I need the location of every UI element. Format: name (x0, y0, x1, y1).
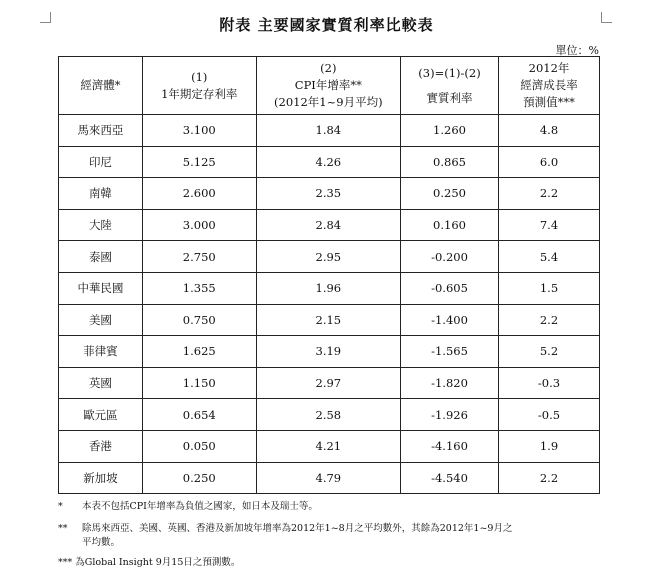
real-rate-cell: 1.260 (400, 115, 498, 147)
growth-cell: 4.8 (499, 115, 600, 147)
real-rate-cell: 0.160 (400, 209, 498, 241)
cpi-cell: 2.95 (256, 241, 400, 273)
deposit-cell: 1.355 (142, 272, 256, 304)
table-row (59, 399, 600, 431)
footnote-2-mark: ** (58, 523, 68, 534)
deposit-cell: 1.625 (142, 336, 256, 368)
header-real-rate (400, 57, 498, 115)
country-cell: 南韓 (59, 178, 143, 210)
real-rate-cell: -1.400 (400, 304, 498, 336)
deposit-cell: 2.750 (142, 241, 256, 273)
country-cell: 中華民國 (59, 272, 143, 304)
growth-cell: 5.2 (499, 336, 600, 368)
header-growth-line2: 經濟成長率 (520, 78, 578, 92)
header-growth (499, 57, 600, 115)
table-row (59, 241, 600, 273)
cpi-cell: 2.15 (256, 304, 400, 336)
cpi-cell: 4.21 (256, 430, 400, 462)
cpi-cell: 4.26 (256, 146, 400, 178)
deposit-cell: 2.600 (142, 178, 256, 210)
footnote-2 (58, 522, 512, 550)
cpi-cell: 3.19 (256, 336, 400, 368)
country-cell: 歐元區 (59, 399, 143, 431)
deposit-cell: 5.125 (142, 146, 256, 178)
growth-cell: 2.2 (499, 304, 600, 336)
country-cell: 大陸 (59, 209, 143, 241)
deposit-cell: 0.250 (142, 462, 256, 494)
footnote-3-text: *** 為Global Insight 9月15日之預測數。 (58, 557, 241, 568)
real-rate-cell: -1.926 (400, 399, 498, 431)
deposit-cell: 3.000 (142, 209, 256, 241)
cpi-cell: 4.79 (256, 462, 400, 494)
cpi-cell: 1.84 (256, 115, 400, 147)
country-cell: 英國 (59, 367, 143, 399)
header-country: 經濟體* (59, 57, 143, 115)
country-cell: 馬來西亞 (59, 115, 143, 147)
header-deposit-number: (1) (191, 69, 208, 84)
country-cell: 印尼 (59, 146, 143, 178)
real-rate-cell: -4.540 (400, 462, 498, 494)
unit-label: 單位：% (555, 44, 599, 57)
table-row (59, 430, 600, 462)
footnote-1-text: 本表不包括CPI年增率為負值之國家，如日本及瑞士等。 (82, 501, 318, 512)
growth-cell: 5.4 (499, 241, 600, 273)
real-rate-cell: 0.865 (400, 146, 498, 178)
footnote-3 (58, 556, 512, 570)
real-rate-cell: -0.200 (400, 241, 498, 273)
growth-cell: 2.2 (499, 462, 600, 494)
cpi-cell: 2.35 (256, 178, 400, 210)
real-rate-cell: 0.250 (400, 178, 498, 210)
deposit-cell: 3.100 (142, 115, 256, 147)
header-growth-line3: 預測值*** (523, 95, 575, 109)
header-deposit-label: 1年期定存利率 (161, 86, 238, 101)
cpi-cell: 1.96 (256, 272, 400, 304)
table-row (59, 336, 600, 368)
growth-cell: 2.2 (499, 178, 600, 210)
growth-cell: -0.5 (499, 399, 600, 431)
real-interest-rate-table (58, 56, 600, 494)
header-real-number: (3)=(1)-(2) (418, 65, 481, 80)
header-real-label: 實質利率 (426, 90, 473, 105)
table-header (59, 57, 600, 115)
real-rate-cell: -1.820 (400, 367, 498, 399)
header-growth-line1: 2012年 (528, 61, 570, 75)
table-body (59, 115, 600, 494)
cpi-cell: 2.97 (256, 367, 400, 399)
page-title: 附表 主要國家實質利率比較表 (219, 16, 434, 34)
header-cpi-label: CPI年增率** (294, 78, 362, 92)
real-rate-cell: -1.565 (400, 336, 498, 368)
header-row (59, 57, 600, 115)
country-cell: 菲律賓 (59, 336, 143, 368)
country-cell: 香港 (59, 430, 143, 462)
deposit-cell: 0.050 (142, 430, 256, 462)
growth-cell: 1.5 (499, 272, 600, 304)
growth-cell: -0.3 (499, 367, 600, 399)
table-row (59, 272, 600, 304)
real-rate-cell: -4.160 (400, 430, 498, 462)
table-row (59, 178, 600, 210)
deposit-cell: 1.150 (142, 367, 256, 399)
footnote-2-text: 除馬來西亞、美國、英國、香港及新加坡年增率為2012年1~8月之平均數外，其餘為2012年1~9月之 (82, 523, 513, 534)
header-deposit-rate (142, 57, 256, 115)
country-cell: 泰國 (59, 241, 143, 273)
real-rate-cell: -0.605 (400, 272, 498, 304)
table-row (59, 209, 600, 241)
table-row (59, 462, 600, 494)
footnote-2-continuation: 平均數。 (82, 537, 121, 548)
footnote-1 (58, 500, 512, 514)
growth-cell: 7.4 (499, 209, 600, 241)
deposit-cell: 0.750 (142, 304, 256, 336)
growth-cell: 6.0 (499, 146, 600, 178)
table-row (59, 115, 600, 147)
country-cell: 新加坡 (59, 462, 143, 494)
country-cell: 美國 (59, 304, 143, 336)
table-row (59, 304, 600, 336)
header-cpi-number: (2) (320, 61, 337, 75)
table-row (59, 367, 600, 399)
cpi-cell: 2.58 (256, 399, 400, 431)
header-cpi (256, 57, 400, 115)
table-row (59, 146, 600, 178)
footnote-1-mark: * (58, 501, 63, 512)
header-cpi-sub: (2012年1~9月平均) (274, 95, 383, 109)
footnotes (58, 500, 512, 570)
growth-cell: 1.9 (499, 430, 600, 462)
cpi-cell: 2.84 (256, 209, 400, 241)
deposit-cell: 0.654 (142, 399, 256, 431)
